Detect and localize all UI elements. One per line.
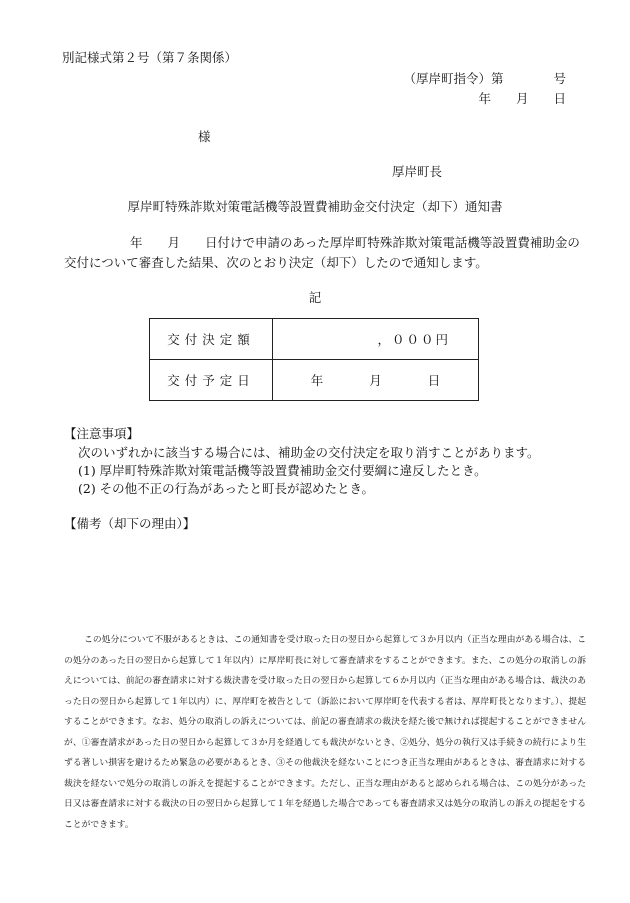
ki-heading: 記 (308, 290, 322, 305)
amount-value: ，０００円 (273, 319, 479, 360)
table-row (150, 319, 479, 360)
scheduled-date-value (273, 360, 479, 401)
appeal-text: この処分について不服があるときは、この通知書を受け取った日の翌日から起算して３か月以内（正当な理由がある場合は、この処分のあった日の翌日から起算して１年以内）に厚岸町長に対して審査請求をすることができます。また、この処分の取消しの訴えについては、前記の審査請求に対する裁決書を受け取った日の翌日から起算して６か月以内（正当な理由がある場合は、裁決のあった日の翌日から起算して１年以内）に、厚岸町を被告として（訴訟において厚岸町を代表する者は、厚岸町長となります。）、提起することができます。なお、処分の取消しの訴えについては、前記の審査請求の裁決を経た後で無ければ提起することができませんが、①審査請求があった日の翌日から起算して３か月を経過しても裁決がないとき、②処分、処分の執行又は手続きの続行により生ずる著しい損害を避けるため緊急の必要があるとき、③その他裁決を経ないことにつき正当な理由があるときは、審査請求に対する裁決を経ないで処分の取消しの訴えを提起することができます。ただし、正当な理由があると認められる場合は、この処分があった日又は審査請求に対する裁決の日の翌日から起算して１年を経過した場合であっても審査請求又は処分の取消しの訴えの提起をすることができます。 (64, 635, 586, 830)
scheduled-date-label: 交付予定日 (150, 360, 273, 401)
note-item: (1) 厚岸町特殊詐欺対策電話機等設置費補助金交付要綱に違反したとき。 (78, 463, 487, 478)
note-item: (2) その他不正の行為があったと町長が認めたとき。 (78, 481, 375, 496)
issuer: 厚岸町長 (392, 164, 443, 179)
notes-heading: 【注意事項】 (64, 426, 140, 441)
notes-intro: 次のいずれかに該当する場合には、補助金の交付決定を取り消すことがあります。 (78, 445, 540, 460)
document-title: 厚岸町特殊詐欺対策電話機等設置費補助金交付決定（却下）通知書 (127, 199, 503, 214)
body-paragraph (64, 233, 584, 273)
date-month: 月 (369, 373, 382, 388)
table-row (150, 360, 479, 401)
date-day: 日 (427, 373, 441, 388)
amount-label: 交付決定額 (150, 319, 273, 360)
date-year: 年 (310, 373, 324, 388)
remarks-heading: 【備考（却下の理由）】 (64, 516, 196, 531)
form-label: 別記様式第２号（第７条関係） (62, 50, 238, 65)
document-number: （厚岸町指令）第 号 (403, 71, 566, 86)
appeal-notice (64, 630, 586, 835)
body-text: 年 月 日付けで申請のあった厚岸町特殊詐欺対策電話機等設置費補助金の交付について審査した結果、次のとおり決定（却下）したので通知します。 (64, 235, 580, 270)
decision-table (149, 318, 479, 401)
addressee-honorific: 様 (198, 129, 211, 144)
document-date: 年 月 日 (478, 91, 566, 106)
